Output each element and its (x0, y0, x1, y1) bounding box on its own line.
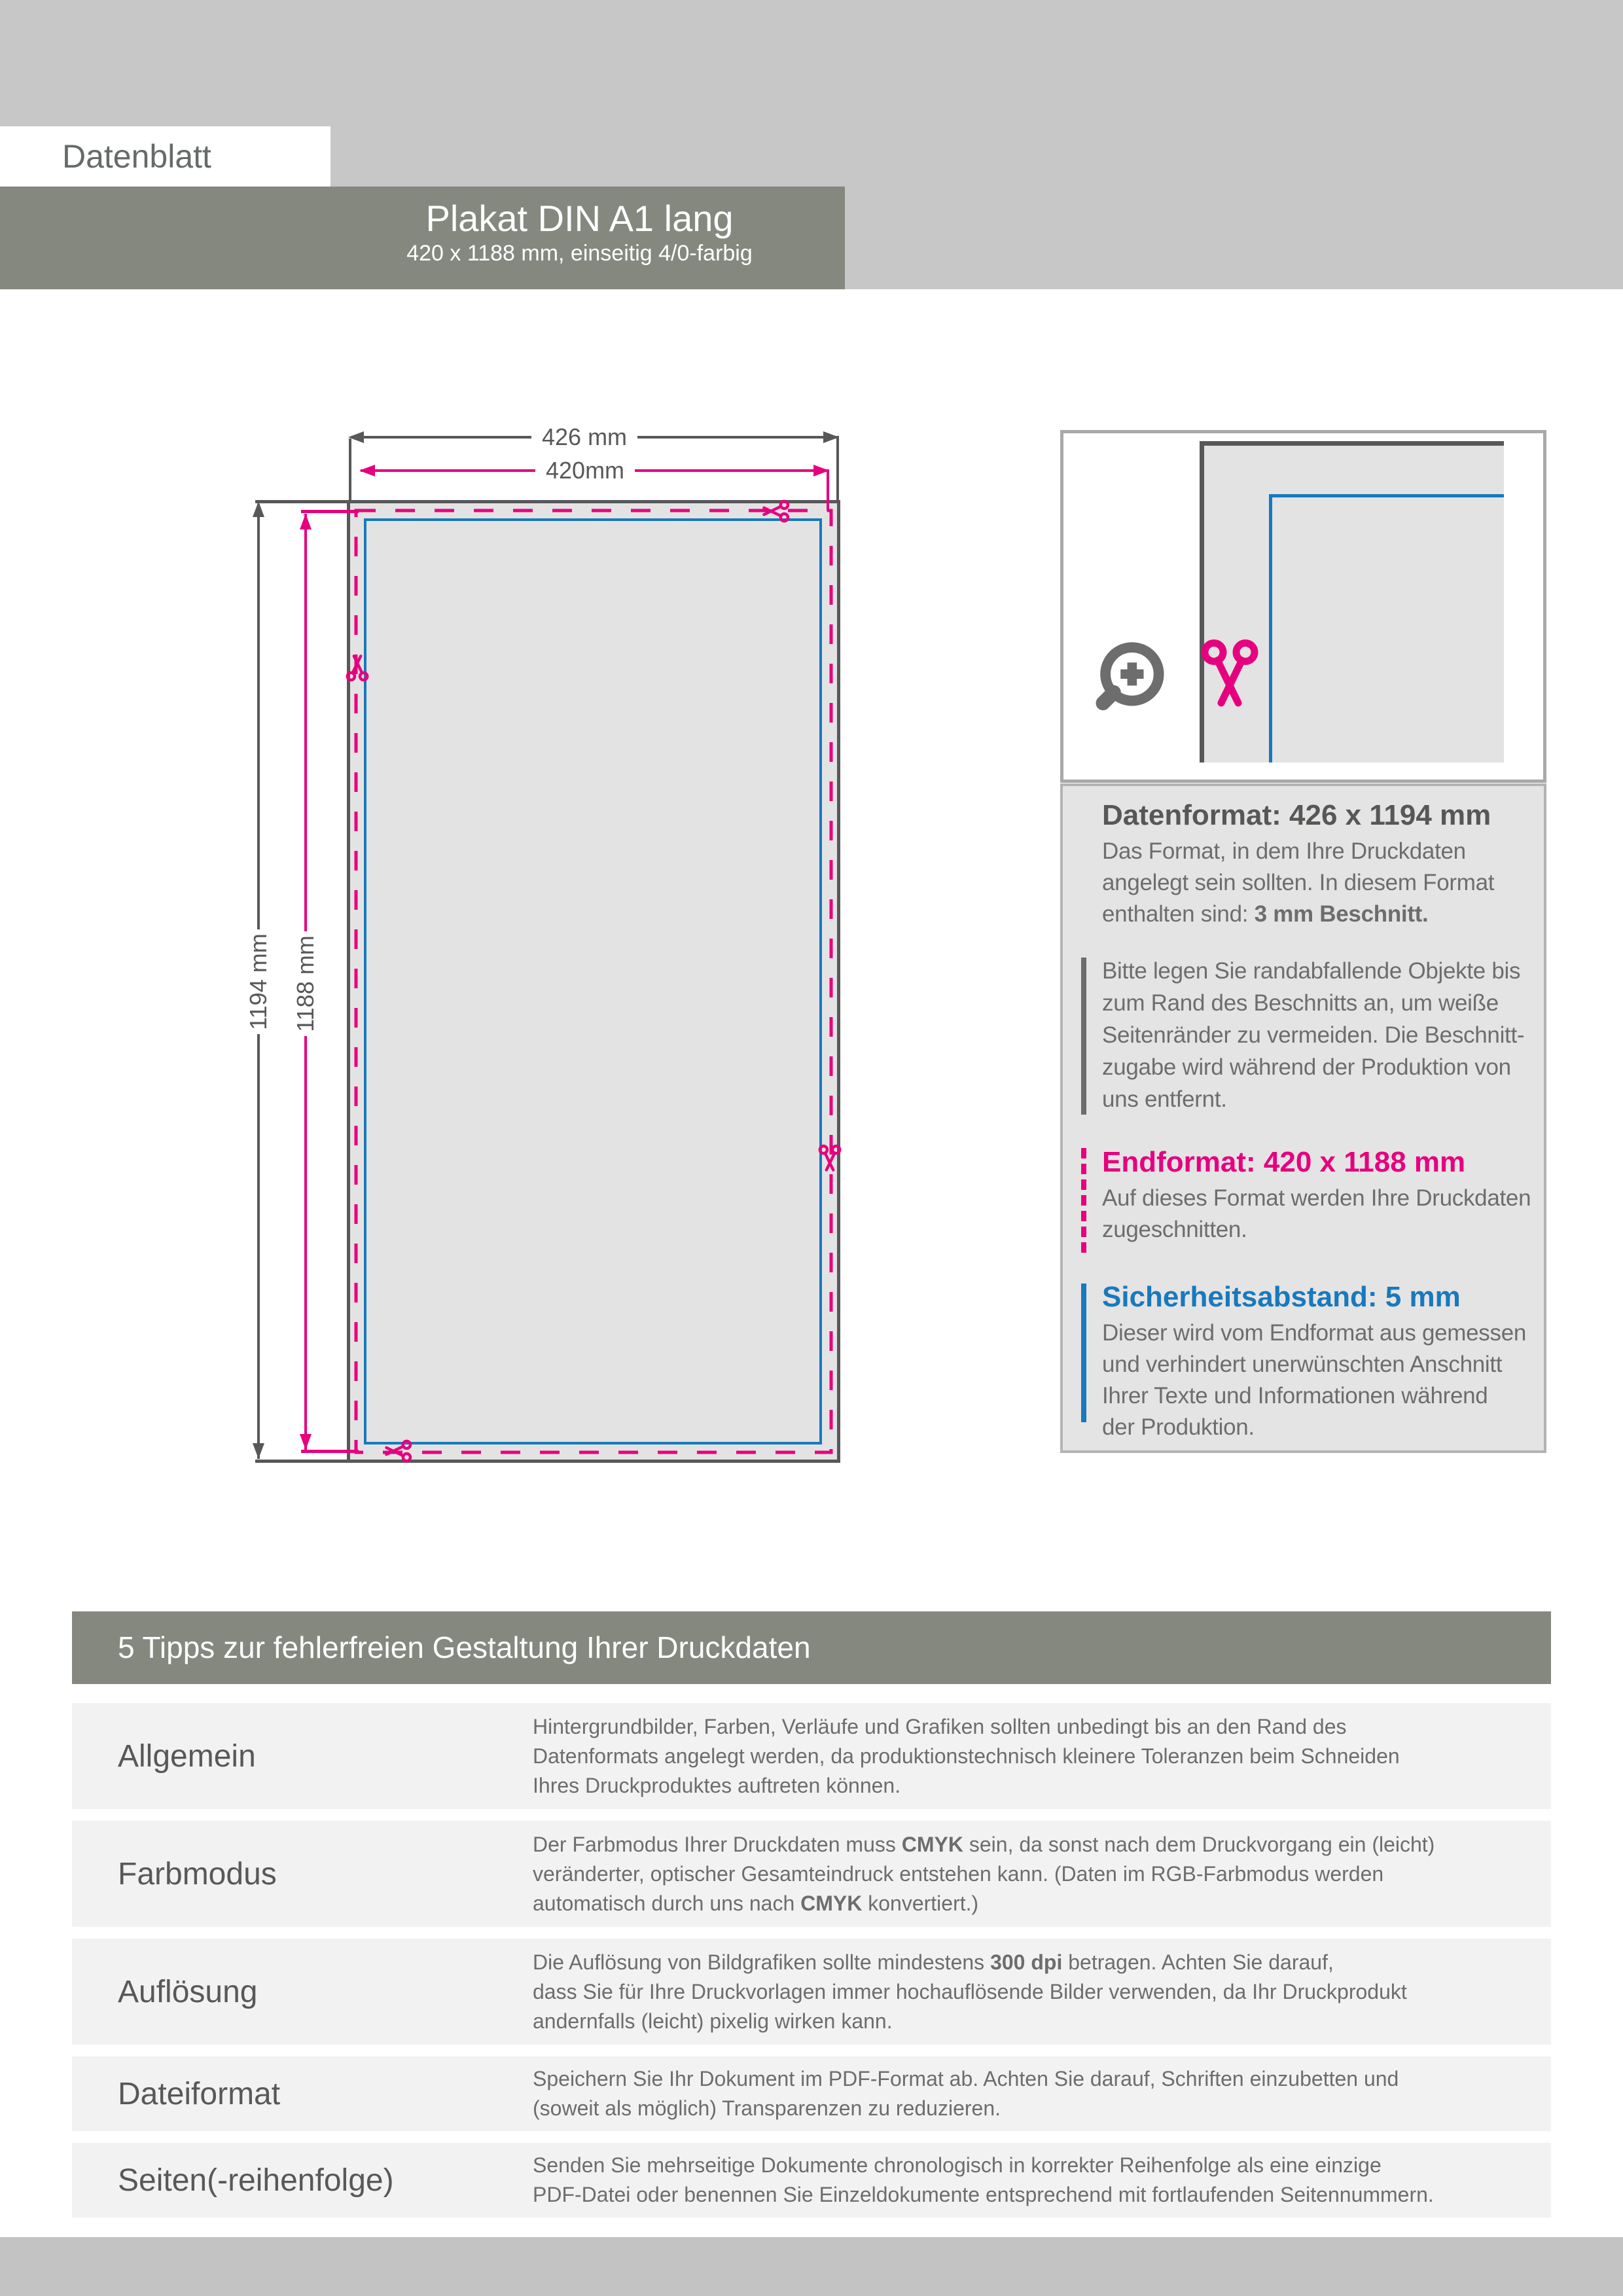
product-title: Plakat DIN A1 lang (425, 198, 734, 239)
tips-row-label: Auflösung (118, 1974, 258, 2009)
dim-label-outer-width: 426 mm (531, 420, 637, 454)
dim-label-inner-height: 1188 mm (291, 931, 320, 1036)
tips-row-label: Farbmodus (118, 1856, 277, 1892)
tips-row-text: Der Farbmodus Ihrer Druckdaten muss CMYK sein, da sonst nach dem Druckvorgang ein (leicht) veränderter, optischer Gesamteindruck entstehen kann. (Daten im RGB-Farbmodus werden automatisch durch uns nach CMYK konvertiert.) (533, 1832, 1435, 1915)
detail-safety-line-horizontal (1269, 494, 1504, 497)
endformat-text: Auf dieses Format werden Ihre Druckdaten zugeschnitten. (1102, 1185, 1531, 1242)
tips-table (72, 1703, 1551, 2229)
endformat-title: Endformat: 420 x 1188 mm (1102, 1146, 1466, 1178)
tips-row-text: Senden Sie mehrseitige Dokumente chronologisch in korrekter Reihenfolge als eine einzige PDF-Datei oder benennen Sie Einzeldokumente entsprechend mit fortlaufenden Seitennummern. (533, 2153, 1434, 2206)
tips-heading: 5 Tipps zur fehlerfreien Gestaltung Ihrer Druckdaten (118, 1630, 811, 1664)
product-title-band (0, 187, 845, 289)
zoom-plus-icon (1090, 632, 1186, 728)
safety-text: Dieser wird vom Endformat aus gemessen und verhindert unerwünschten Anschnitt Ihrer Texte und Informationen während der Produktion. (1102, 1320, 1527, 1440)
detail-safety-line-vertical (1269, 494, 1272, 762)
tips-row (72, 1703, 1551, 1809)
dataformat-title: Datenformat: 426 x 1194 mm (1102, 799, 1491, 831)
extension-line (349, 439, 351, 501)
tips-row (72, 1821, 1551, 1927)
tips-row-text: Hintergrundbilder, Farben, Verläufe und Grafiken sollten unbedingt bis an den Rand des Datenformats angelegt werden, da produktionstechnisch kleinere Toleranzen beim Schneiden Ihres Druckproduktes auftreten können. (533, 1714, 1400, 1797)
extension-line (301, 1450, 359, 1453)
arrow-left-icon (359, 465, 375, 476)
arrow-down-icon (253, 1443, 264, 1459)
arrow-up-icon (253, 501, 264, 517)
dim-label-inner-width: 420mm (535, 454, 635, 487)
tips-row-text: Die Auflösung von Bildgrafiken sollte mindestens 300 dpi betragen. Achten Sie darauf, dass Sie für Ihre Druckvorlagen immer hochauflösende Bilder verwenden, da Ihr Druckprodukt andernfalls (leicht) pixelig wirken kann. (533, 1950, 1407, 2033)
extension-line (827, 472, 829, 511)
footer-band (0, 2237, 1623, 2296)
tips-row-label: Seiten(-reihenfolge) (118, 2162, 394, 2198)
arrow-up-icon (300, 514, 312, 529)
dim-label-outer-height: 1194 mm (244, 929, 273, 1034)
tips-row-text: Speichern Sie Ihr Dokument im PDF-Format ab. Achten Sie darauf, Schriften einzubetten und (soweit als möglich) Transparenzen zu reduzieren. (533, 2067, 1399, 2120)
scissors-icon (760, 495, 791, 527)
safety-margin-rectangle (364, 518, 822, 1444)
format-info-panel (1060, 783, 1546, 1453)
scissors-icon (1190, 635, 1269, 713)
detail-dataformat-area (1200, 445, 1504, 762)
extension-line (836, 439, 839, 501)
tips-row (72, 2143, 1551, 2217)
bleed-note-text: Bitte legen Sie randabfallende Objekte bis zum Rand des Beschnitts an, um weiße Seitenränder zu vermeiden. Die Beschnitt- zugabe wird während der Produktion von uns entfernt. (1102, 958, 1525, 1112)
extension-line (301, 510, 359, 513)
sheet-label-box (0, 126, 330, 187)
detail-dataformat-edge-left (1200, 441, 1204, 762)
dataformat-text: Das Format, in dem Ihre Druckdaten angelegt sein sollten. In diesem Format enthalten sind: 3 mm Beschnitt. (1102, 838, 1495, 927)
detail-dataformat-edge-top (1200, 441, 1504, 446)
product-subtitle: 420 x 1188 mm, einseitig 4/0-farbig (406, 241, 753, 266)
tips-row (72, 1939, 1551, 2045)
scissors-icon (814, 1143, 846, 1174)
note-accent-bar (1081, 958, 1086, 1115)
tips-row-label: Allgemein (118, 1738, 256, 1774)
tips-row-label: Dateiformat (118, 2076, 281, 2111)
arrow-down-icon (300, 1434, 312, 1450)
endformat-accent-bar (1081, 1148, 1086, 1253)
extension-line (255, 1460, 348, 1463)
scissors-icon (382, 1435, 414, 1467)
tips-header-band (72, 1611, 1551, 1684)
tips-row (72, 2056, 1551, 2131)
safety-title: Sicherheitsabstand: 5 mm (1102, 1281, 1461, 1313)
scissors-icon (342, 652, 373, 683)
safety-accent-bar (1081, 1283, 1086, 1422)
extension-line (255, 500, 348, 503)
sheet-label: Datenblatt (62, 138, 211, 175)
